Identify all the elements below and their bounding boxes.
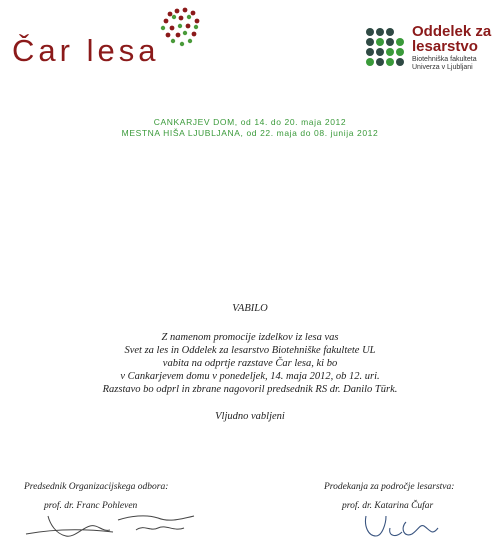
signatory-left-role: Predsednik Organizacijskega odbora: (24, 482, 169, 492)
invitation-closing: Vljudno vabljeni (215, 411, 285, 422)
invitation-body-line: Z namenom promocije izdelkov iz lesa vas (161, 332, 339, 343)
dots-grid-icon (364, 26, 408, 72)
signatory-right-role: Prodekanja za področje lesarstva: (324, 482, 455, 492)
logo-line-faculty: Biotehniška fakulteta (412, 56, 477, 63)
logo-line-university: Univerza v Ljubljani (412, 64, 473, 71)
invitation-body-line: v Cankarjevem domu v ponedeljek, 14. maja 2012, ob 12. uri. (120, 371, 380, 382)
car-lesa-logo (10, 4, 200, 68)
invitation-title: VABILO (232, 303, 268, 314)
signatory-right-name: prof. dr. Katarina Čufar (342, 501, 434, 511)
venue-line-mestna-hisa: MESTNA HIŠA LJUBLJANA, od 22. maja do 08. junija 2012 (121, 128, 379, 138)
signature-right (360, 508, 450, 542)
logo-line-oddelek: Oddelek za (412, 23, 492, 40)
venue-line-cankarjev-dom: CANKARJEV DOM, od 14. do 20. maja 2012 (153, 117, 347, 127)
logo-line-lesarstvo: lesarstvo (412, 38, 478, 55)
invitation-body-line: vabita na odprtje razstave Čar lesa, ki bo (162, 358, 338, 369)
signatory-left-name: prof. dr. Franc Pohleven (44, 501, 138, 511)
venue-dates (0, 117, 500, 139)
invitation-body-line: Razstavo bo odprl in zbrane nagovoril predsednik RS dr. Danilo Türk. (102, 384, 398, 395)
invitation-body-line: Svet za les in Oddelek za lesarstvo Biotehniške fakultete UL (124, 345, 376, 356)
oddelek-za-lesarstvo-logo (364, 24, 494, 72)
signature-left (18, 506, 208, 542)
car-lesa-wordmark: Čar lesa (12, 33, 160, 68)
invitation-text (0, 302, 500, 423)
